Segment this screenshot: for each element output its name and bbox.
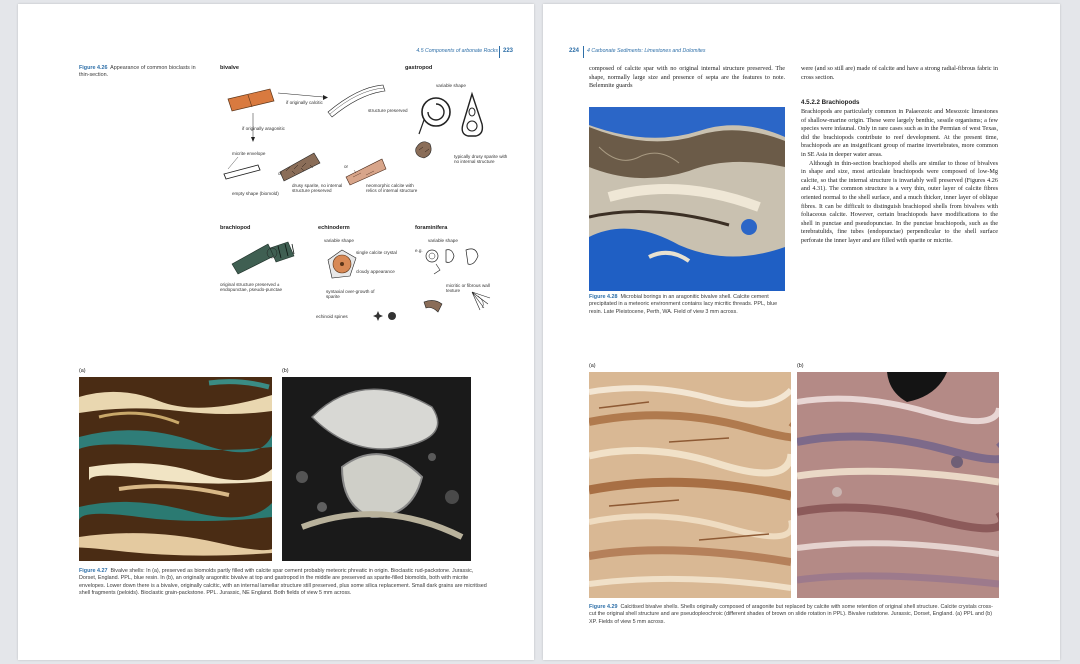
figure-4-29-caption-block <box>589 604 999 626</box>
foraminifera-label-wall: micritic or fibrous wall texture <box>446 283 490 294</box>
figure-4-27a-photo <box>79 377 272 561</box>
column-1-text: composed of calcite spar with no original internal structure preserved. The shape, normally large size and presence of septa are the features to note. Belemnite guards <box>589 65 785 90</box>
figure-4-27-b-label: (b) <box>282 368 289 374</box>
echinoderm-label-cloudy: cloudy appearance <box>356 269 395 274</box>
column-2-intro: were (and so still are) made of calcite and have a strong radial-fibrous fabric in cross section. <box>801 65 998 81</box>
bivalve-label-neomorphic: neomorphic calcite with relics of internal structure <box>366 183 418 194</box>
brachiopod-label: original structure preserved ± endopunctae, pseudo-punctae <box>220 282 283 293</box>
bivalve-drawings <box>218 77 398 197</box>
gastropod-label-variable-shape: variable shape <box>436 83 466 88</box>
left-page <box>18 4 534 660</box>
echinoderm-label-syntaxial: syntaxial over-growth of sparite <box>326 289 375 300</box>
echinoderm-heading: echinoderm <box>318 225 350 231</box>
running-head-right: 4 Carbonate Sediments: Limestones and Dolomites <box>587 48 706 54</box>
figure-4-26-caption-block <box>79 65 204 80</box>
figure-4-27-label: Figure 4.27 <box>79 568 108 574</box>
figure-4-27-caption: Bivalve shells: In (a), preserved as biomolds partly filled with calcite spar cement probably meteoric phreatic in origin. Bioclastic rud-packstone. Jurassic, Dorset, England. PPL, blue resin. In (b), an originally aragonitic bivalve at top and gastropod in the middle are preserved as sparite-filled biomolds, both with micrite envelopes. Lower down there is a bivalve, originally calcitic, with an internal lamellar structure still preserved, plus some silica replacement. Small dark grains are micritised shell fragments (peloids). Bioclastic grain-packstone. PPL. Jurassic, NE England. Both fields of view 5 mm across. <box>79 568 487 596</box>
bivalve-label-calcitic: if originally calcitic <box>286 100 323 105</box>
figure-4-28-label: Figure 4.28 <box>589 294 618 300</box>
bivalve-label-micrite-envelope: micrite envelope <box>232 151 266 156</box>
figure-4-29b-photo <box>797 372 999 598</box>
bioclast-diagram <box>208 62 508 332</box>
figure-4-29-b-label: (b) <box>797 363 804 369</box>
section-heading-brachiopods: 4.5.2.2 Brachiopods <box>801 99 860 106</box>
running-head-left: 4.5 Components of arbonate Rocks <box>416 48 498 54</box>
foraminifera-label-variable-shape: variable shape <box>428 238 458 243</box>
echinoderm-label-variable-shape: variable shape <box>324 238 354 243</box>
figure-4-27-caption-block <box>79 568 489 597</box>
figure-4-27b-photo <box>282 377 471 561</box>
echinoderm-label-spines: echinoid spines <box>316 314 348 319</box>
figure-4-28-caption: Microbial borings in an aragonitic bivalve shell. Calcite cement precipitated in a meteoric environment contains lacy micritic threads. PPL, blue resin. Late Pleistocene, Perth, WA. Field of view 3 mm across. <box>589 294 778 315</box>
brachiopod-heading: brachiopod <box>220 225 251 231</box>
brachiopod-drawing <box>228 238 298 278</box>
column-2-body <box>801 108 998 246</box>
bivalve-label-or-1: or <box>278 171 283 176</box>
figure-4-26-caption: Appearance of common bioclasts in thin-section. <box>79 65 196 79</box>
page-number-right: 224 <box>569 48 580 54</box>
right-page <box>543 4 1060 660</box>
foraminifera-heading: foraminifera <box>415 225 448 231</box>
figure-4-26-label: Figure 4.26 <box>79 65 108 71</box>
bivalve-label-drusy: drusy sparite, no internal structure preserved <box>292 183 343 194</box>
figure-4-27-a-label: (a) <box>79 368 86 374</box>
figure-4-29a-photo <box>589 372 791 598</box>
echinoderm-label-single-crystal: single calcite crystal <box>356 250 397 255</box>
running-head-divider <box>499 46 500 58</box>
figure-4-29-caption: Calcitised bivalve shells. Shells originally composed of aragonite but replaced by calcite with some retention of original shell structure. Calcite crystals cross-cut the original shell structure and are pseudopleochroic (different shades of brown on slide rotation in PPL). Bivalve rudstone. Jurassic, Dorset, England. (a) PPL and (b) XP. Fields of view 5 mm across. <box>589 604 993 625</box>
running-head-divider-right <box>583 46 584 58</box>
figure-4-29-label: Figure 4.29 <box>589 604 618 610</box>
figure-4-29-a-label: (a) <box>589 363 596 369</box>
bivalve-label-biomold: empty shape (biomold) <box>232 191 279 196</box>
gastropod-label-drusy: typically drusy sparite with no internal structure <box>454 154 508 165</box>
gastropod-heading: gastropod <box>405 65 433 71</box>
paragraph-1: Brachiopods are particularly common in Palaeozoic and Mesozoic limestones of shallow-marine origin. These were largely benthic, sessile organisms; a few species were infaunal. Only in rare cases such as in the Permian of west Texas, did the brachiopods contribute to reef development. At the present time, brachiopods are an insignificant group of marine invertebrates, more common in SE Asia in deeper water areas. <box>801 108 998 158</box>
page-number-left: 223 <box>503 48 514 54</box>
paragraph-2: Although in thin-section brachiopod shells are similar to those of bivalves in shape and size, most articulate brachiopods were composed of low-Mg calcite, so that the internal structure is invariably well preserved (Figures 4.26 and 4.31). The common structure is a very thin, outer layer of calcite fibres oriented normal to the shell surface, and a much thicker, inner layer of oblique fibres. It can be difficult to distinguish brachiopod shells from bivalves with foliaceous calcite. However, certain brachiopods have modifications to the shell in punctae and pseudopunctae. In the punctae brachiopods, such as the terebratulids, fine tubes (endopunctae) perpendicular to the shell surface perforate the inner layer and are filled with sparite or micrite. <box>801 159 998 244</box>
bivalve-label-preserved: structure preserved <box>368 108 408 113</box>
figure-4-28-caption-block <box>589 294 785 316</box>
bivalve-heading: bivalve <box>220 65 239 71</box>
bivalve-label-or-2: or <box>344 164 349 169</box>
figure-4-28-photo <box>589 107 785 291</box>
echinoid-spine-icons <box>372 310 402 322</box>
bivalve-label-aragonitic: if originally aragonitic <box>242 126 285 131</box>
foraminifera-label-eg: e.g. <box>415 248 423 253</box>
